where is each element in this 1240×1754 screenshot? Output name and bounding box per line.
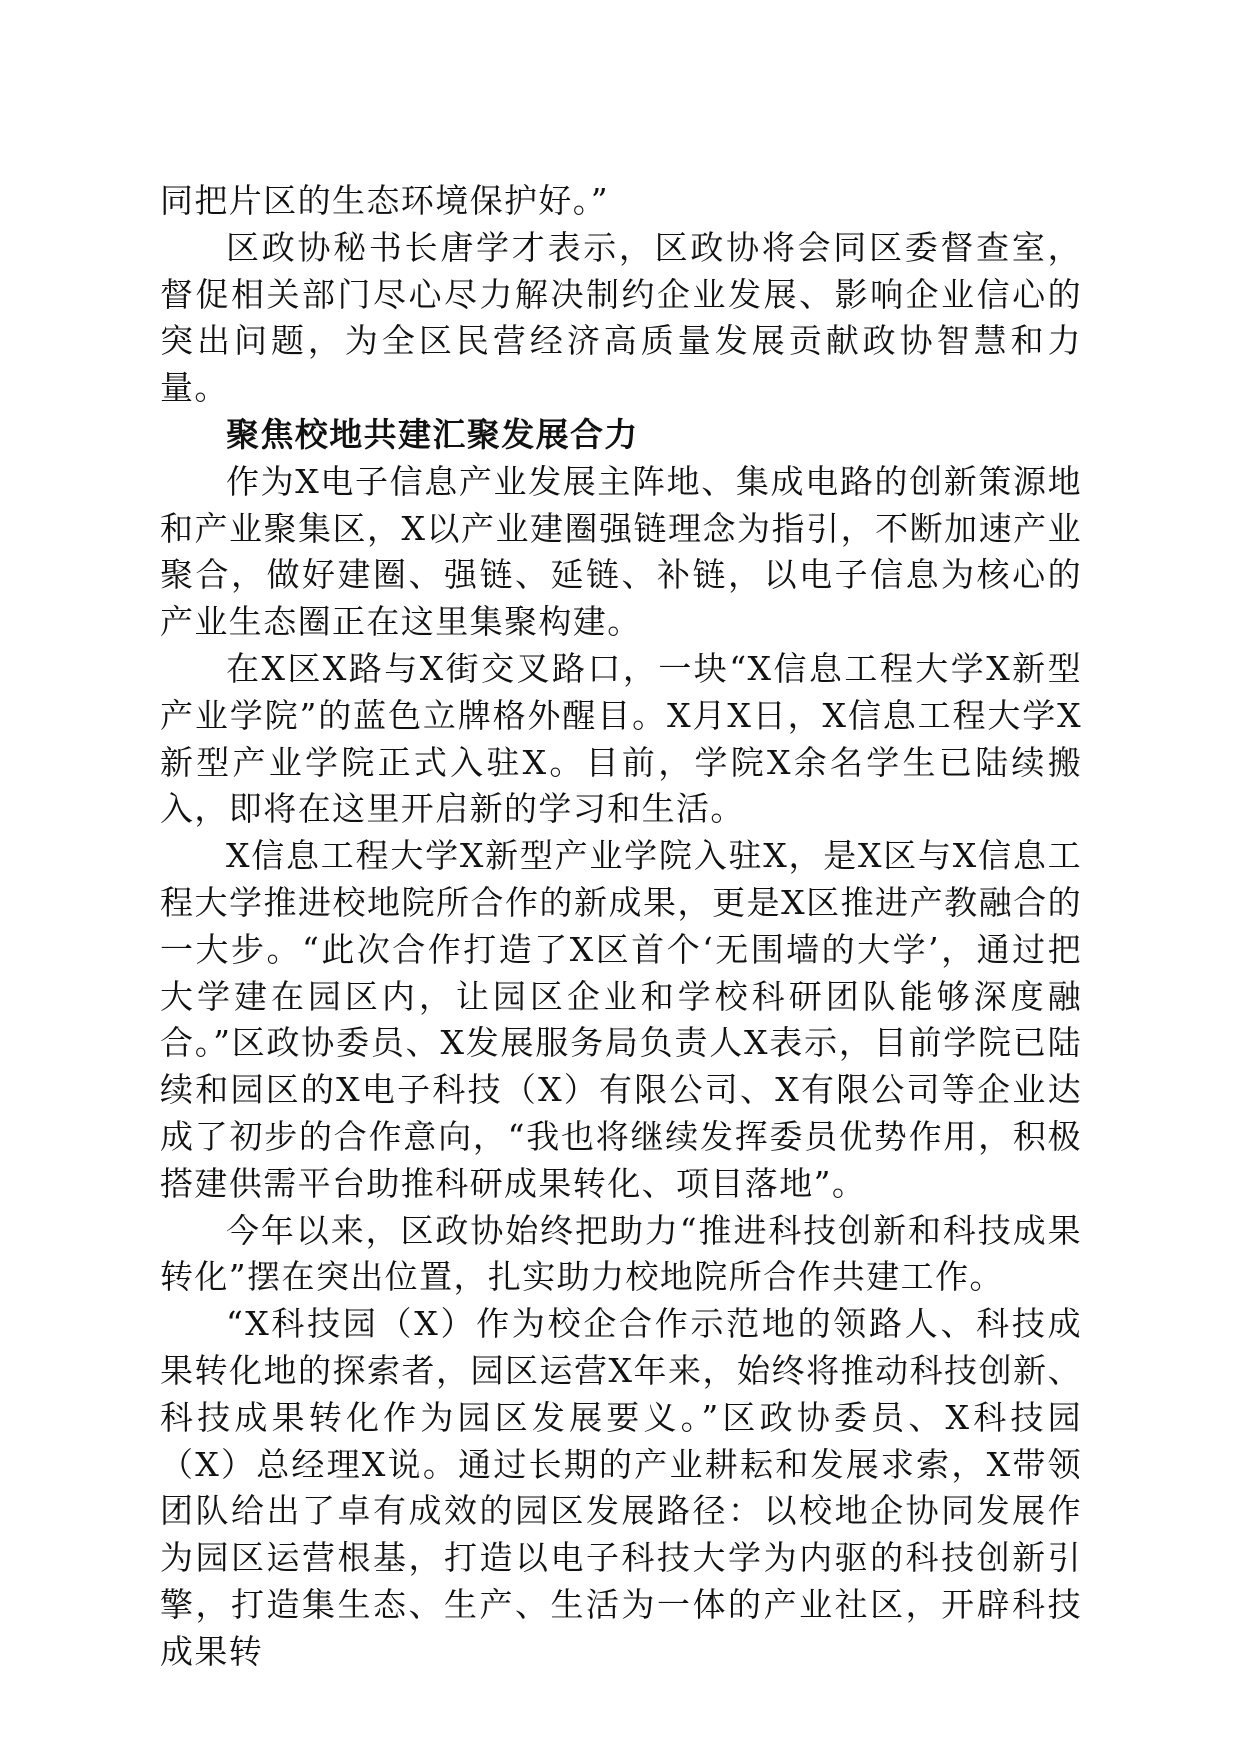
paragraph: 作为X电子信息产业发展主阵地、集成电路的创新策源地和产业聚集区，X以产业建圈强链理念为指引，不断加速产业聚合，做好建圈、强链、延链、补链，以电子信息为核心的产业生态圈正在这里集聚构建。 [160,461,1082,642]
paragraph: “X科技园（X）作为校企合作示范地的领路人、科技成果转化地的探索者，园区运营X年来，始终将推动科技创新、科技成果转化作为园区发展要义。”区政协委员、X科技园（X）总经理X说。通过长期的产业耕耘和发展求索，X带领团队给出了卓有成效的园区发展路径：以校地企协同发展作为园区运营根基，打造以电子科技大学为内驱的科技创新引擎，打造集生态、生产、生活为一体的产业社区，开辟科技成果转 [160,1304,1082,1671]
paragraph: 今年以来，区政协始终把助力“推进科技创新和科技成果转化”摆在突出位置，扎实助力校地院所合作共建工作。 [160,1210,1082,1297]
paragraph: 区政协秘书长唐学才表示，区政协将会同区委督查室，督促相关部门尽心尽力解决制约企业发展、影响企业信心的突出问题，为全区民营经济高质量发展贡献政协智慧和力量。 [160,227,1082,408]
body-text [160,178,1082,1676]
section-heading: 聚焦校地共建汇聚发展合力 [226,414,639,454]
paragraph: X信息工程大学X新型产业学院入驻X，是X区与X信息工程大学推进校地院所合作的新成果，更是X区推进产教融合的一大步。“此次合作打造了X区首个‘无围墙的大学’，通过把大学建在园区内，让园区企业和学校科研团队能够深度融合。”区政协委员、X发展服务局负责人X表示，目前学院已陆续和园区的X电子科技（X）有限公司、X有限公司等企业达成了初步的合作意向，“我也将继续发挥委员优势作用，积极搭建供需平台助推科研成果转化、项目落地”。 [160,836,1082,1203]
paragraph-continuation: 同把片区的生态环境保护好。” [160,181,609,220]
paragraph: 在X区X路与X街交叉路口，一块“X信息工程大学X新型产业学院”的蓝色立牌格外醒目。X月X日，X信息工程大学X新型产业学院正式入驻X。目前，学院X余名学生已陆续搬入，即将在这里开启新的学习和生活。 [160,648,1082,829]
